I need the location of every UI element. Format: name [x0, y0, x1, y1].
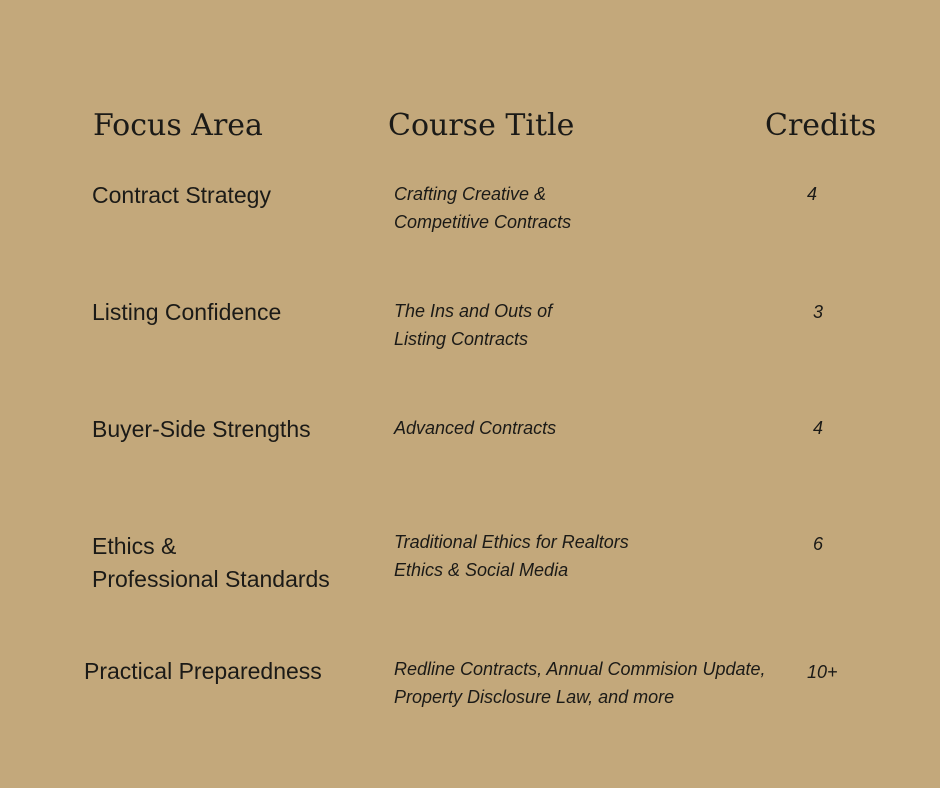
header-focus-area: Focus Area [93, 108, 263, 143]
row-1-credits: 4 [807, 184, 818, 204]
header-course-title: Course Title [388, 108, 575, 143]
row-2-course-line-2: Listing Contracts [394, 329, 529, 349]
row-2-course-line-1: The Ins and Outs of [394, 301, 553, 321]
row-5-course-line-2: Property Disclosure Law, and more [394, 687, 675, 707]
row-5-course-title [394, 655, 766, 711]
row-2-focus-area: Listing Confidence [92, 299, 282, 325]
row-1-course-line-1: Crafting Creative & [394, 184, 547, 204]
row-4-course-line-2: Ethics & Social Media [394, 560, 569, 580]
row-5-course-line-1: Redline Contracts, Annual Commision Update, [394, 659, 766, 679]
row-1-focus-area: Contract Strategy [92, 182, 271, 208]
row-2-credits: 3 [813, 302, 824, 322]
row-4-course-title [394, 528, 629, 584]
row-4-focus-area [92, 530, 330, 596]
row-2-course-title [394, 297, 552, 353]
row-5-credits: 10+ [807, 662, 838, 682]
row-3-focus-area: Buyer-Side Strengths [92, 416, 311, 442]
row-4-focus-line-2: Professional Standards [92, 566, 330, 592]
row-1-course-line-2: Competitive Contracts [394, 212, 572, 232]
row-5-focus-area: Practical Preparedness [84, 658, 322, 684]
row-4-credits: 6 [813, 534, 824, 554]
header-credits: Credits [765, 108, 877, 143]
row-3-course-title [394, 414, 556, 442]
row-3-course-line-1: Advanced Contracts [394, 418, 557, 438]
row-3-credits: 4 [813, 418, 824, 438]
row-4-focus-line-1: Ethics & [92, 533, 177, 559]
row-4-course-line-1: Traditional Ethics for Realtors [394, 532, 629, 552]
row-1-course-title [394, 180, 571, 236]
